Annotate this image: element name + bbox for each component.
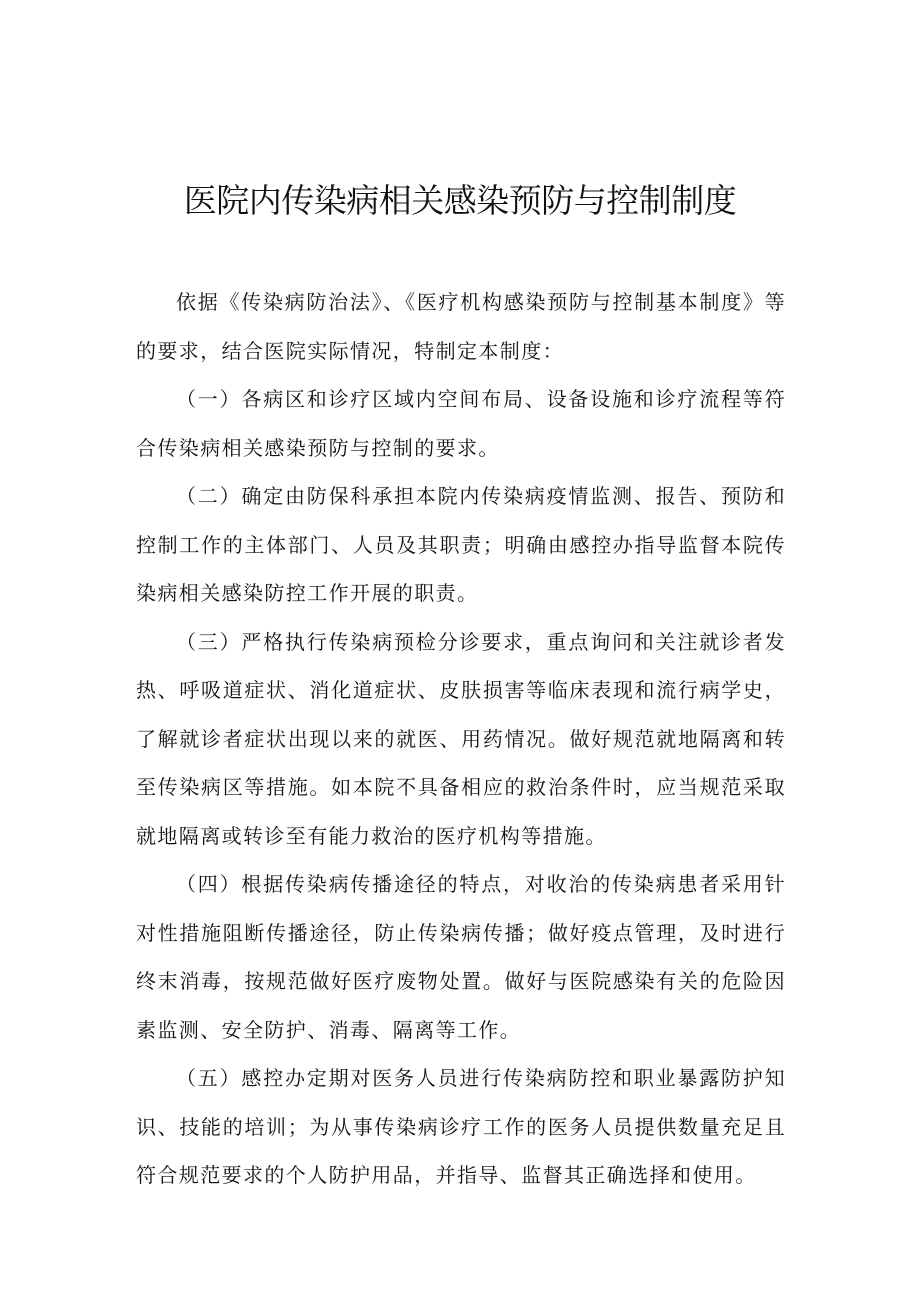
intro-paragraph: 依据《传染病防治法》、《医疗机构感染预防与控制基本制度》等的要求，结合医院实际情况，特制定本制度： (136, 290, 786, 363)
clause-1-paragraph: （一）各病区和诊疗区域内空间布局、设备设施和诊疗流程等符合传染病相关感染预防与控制的要求。 (136, 387, 786, 460)
clause-4-paragraph: （四）根据传染病传播途径的特点，对收治的传染病患者采用针对性措施阻断传播途径，防止传染病传播；做好疫点管理，及时进行终末消毒，按规范做好医疗废物处置。做好与医院感染有关的危险因素监测、安全防护、消毒、隔离等工作。 (136, 872, 786, 1042)
document-title: 医院内传染病相关感染预防与控制制度 (183, 181, 737, 220)
clause-2-paragraph: （二）确定由防保科承担本院内传染病疫情监测、报告、预防和控制工作的主体部门、人员及其职责；明确由感控办指导监督本院传染病相关感染防控工作开展的职责。 (136, 484, 786, 605)
clause-5-paragraph: （五）感控办定期对医务人员进行传染病防控和职业暴露防护知识、技能的培训；为从事传染病诊疗工作的医务人员提供数量充足且符合规范要求的个人防护用品，并指导、监督其正确选择和使用。 (136, 1066, 786, 1187)
clause-3-paragraph: （三）严格执行传染病预检分诊要求，重点询问和关注就诊者发热、呼吸道症状、消化道症状、皮肤损害等临床表现和流行病学史，了解就诊者症状出现以来的就医、用药情况。做好规范就地隔离和转至传染病区等措施。如本院不具备相应的救治条件时，应当规范采取就地隔离或转诊至有能力救治的医疗机构等措施。 (136, 629, 786, 848)
document-body (136, 278, 786, 1200)
